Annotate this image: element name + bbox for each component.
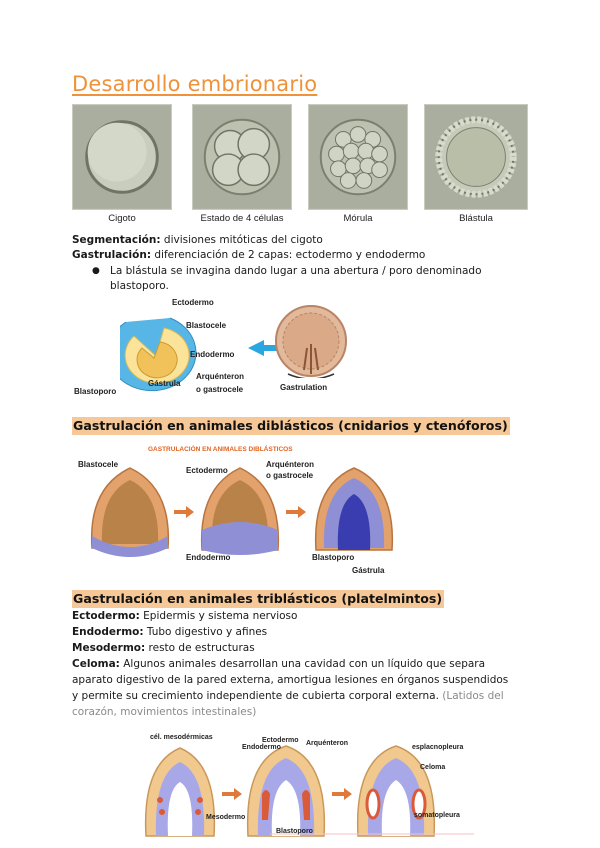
page-title: Desarrollo embrionario	[72, 72, 318, 96]
item-endodermo: Endodermo: Tubo digestivo y afines	[72, 626, 268, 638]
photo-cigoto	[72, 104, 172, 210]
fig1-label-gastrulation: Gastrulation	[280, 383, 328, 392]
bullet-icon: ●	[92, 266, 100, 276]
photo-4-celulas	[192, 104, 292, 210]
fig2-label-endodermo: Endodermo	[186, 553, 231, 562]
fig2-label-ectodermo: Ectodermo	[186, 466, 228, 475]
caption-morula: Mórula	[343, 213, 373, 224]
celoma-note: corazón, movimientos intestinales)	[72, 706, 257, 718]
fig3-label-cel-meso: cél. mesodérmicas	[150, 734, 213, 741]
fig3-label-mesodermo: Mesodermo	[206, 814, 246, 821]
fig3-label-celoma: Celoma	[420, 764, 446, 771]
fig1-label-arquenteron: Arquénteron	[196, 372, 244, 381]
fig3-label-blastoporo: Blastoporo	[276, 828, 313, 835]
celoma-line-3: y permite su crecimiento independiente de cubierta corporal externa. (Latidos del	[72, 690, 504, 702]
fig2-label-blastoporo: Blastoporo	[312, 553, 355, 562]
caption-cigoto: Cigoto	[108, 213, 136, 224]
photo-morula	[308, 104, 408, 210]
def-gastrulacion: Gastrulación: diferenciación de 2 capas: ectodermo y endodermo	[72, 249, 426, 261]
caption-blastula: Blástula	[459, 213, 493, 224]
fig1-label-gastrocele: o gastrocele	[196, 385, 244, 394]
item-ectodermo: Ectodermo: Epidermis y sistema nervioso	[72, 610, 298, 622]
fig3-label-esplacnopleura: esplacnopleura	[412, 744, 464, 751]
heading-triblasticos: Gastrulación en animales triblásticos (platelmintos)	[73, 591, 443, 606]
fig1-label-ectodermo: Ectodermo	[172, 298, 214, 307]
fig2-label-arquenteron: Arquénteron	[266, 460, 314, 469]
figure-gastrulation-photo	[274, 304, 348, 378]
fig3-label-ectodermo: Ectodermo	[262, 737, 299, 744]
fig2-label-blastocele: Blastocele	[78, 460, 119, 469]
fig2-label-gastrula: Gástrula	[352, 566, 385, 575]
fig3-label-arquenteron: Arquénteron	[306, 740, 348, 747]
figure-diblasticos	[74, 458, 394, 568]
fig1-label-blastocele: Blastocele	[186, 321, 227, 330]
bullet-blastula: La blástula se invagina dando lugar a una abertura / poro denominado blastoporo.	[110, 265, 482, 292]
caption-4-celulas: Estado de 4 células	[200, 213, 284, 224]
fig2-label-gastrocele: o gastrocele	[266, 471, 314, 480]
fig1-label-endodermo: Endodermo	[190, 350, 235, 359]
fig3-label-somatopleura: somatopleura	[414, 812, 460, 819]
heading-diblasticos: Gastrulación en animales diblásticos (cnidarios y ctenóforos)	[73, 418, 508, 433]
fig2-title: GASTRULACIÓN EN ANIMALES DIBLÁSTICOS	[148, 446, 293, 453]
item-celoma: Celoma: Algunos animales desarrollan una cavidad con un líquido que separa	[72, 658, 486, 670]
photo-blastula	[424, 104, 528, 210]
fig1-label-gastrula: Gástrula	[148, 379, 181, 388]
fig3-label-endodermo: Endodermo	[242, 744, 281, 751]
def-segmentacion: Segmentación: divisiones mitóticas del cigoto	[72, 234, 323, 246]
figure-triblasticos	[140, 740, 474, 838]
item-mesodermo: Mesodermo: resto de estructuras	[72, 642, 255, 654]
celoma-line-2: aparato digestivo de la pared externa, amortigua lesiones en órganos suspendidos	[72, 674, 509, 686]
fig1-label-blastoporo: Blastoporo	[74, 387, 117, 396]
